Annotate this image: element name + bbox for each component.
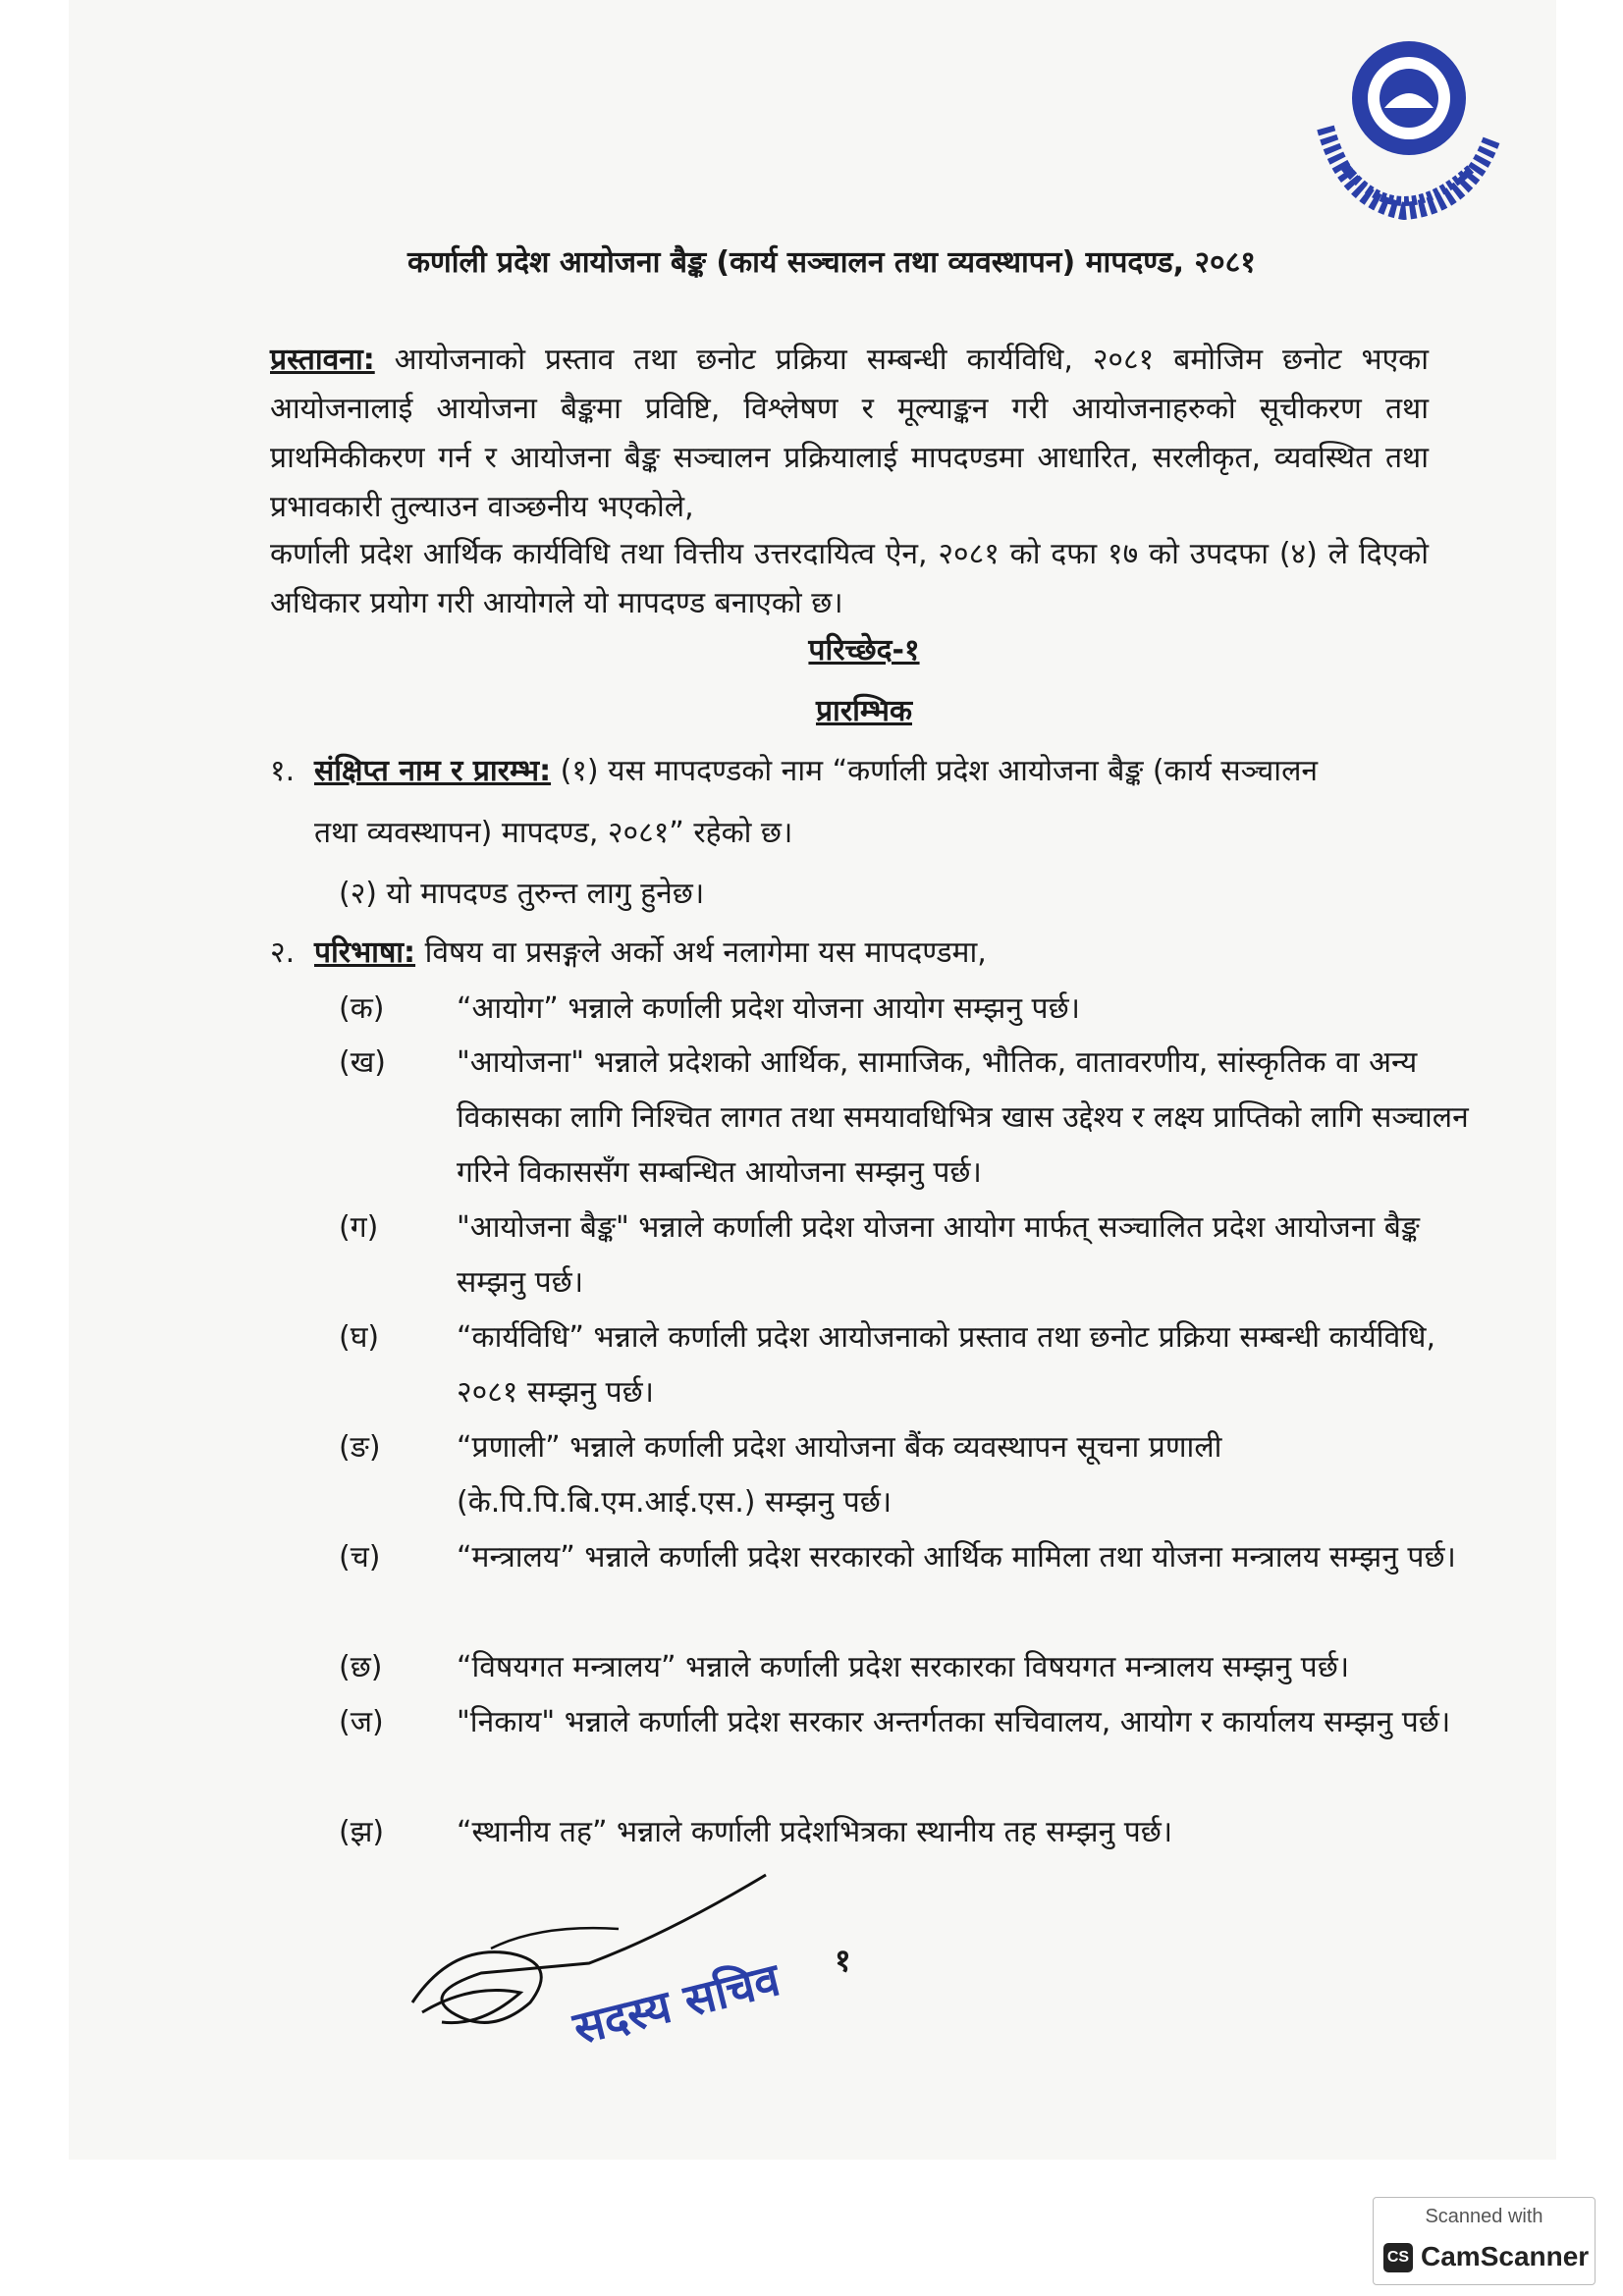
section-1-line-2: तथा व्यवस्थापन) मापदण्ड, २०८१” रहेको छ। (314, 816, 793, 850)
definition-label: (ग) (339, 1210, 379, 1245)
chapter-title: प्रारम्भिक (815, 694, 912, 728)
definition-label: (च) (339, 1540, 381, 1575)
official-seal-icon (1286, 20, 1512, 245)
section-1-line-1 (270, 741, 1429, 802)
definition-kha (339, 1036, 1488, 1201)
preamble-label: प्रस्तावना: (270, 343, 375, 377)
definition-label: (ज) (339, 1705, 384, 1739)
section-2-heading: परिभाषा: (314, 935, 416, 970)
definition-text: "आयोजना बैङ्क" भन्नाले कर्णाली प्रदेश योजना आयोग मार्फत् सञ्चालित प्रदेश आयोजना बैङ्क सम्झनु पर्छ। (457, 1210, 1420, 1300)
scanned-with-caption: Scanned with (1425, 2206, 1543, 2227)
member-secretary-stamp: सदस्य सचिव (568, 1952, 785, 2056)
definition-ga (339, 1201, 1488, 1310)
definition-text: “स्थानीय तह” भन्नाले कर्णाली प्रदेशभित्रका स्थानीय तह सम्झनु पर्छ। (457, 1815, 1173, 1849)
definition-text: “मन्त्रालय” भन्नाले कर्णाली प्रदेश सरकारको आर्थिक मामिला तथा योजना मन्त्रालय सम्झनु पर्छ। (457, 1540, 1456, 1575)
section-1-number: १. (270, 754, 296, 788)
definition-label: (क) (339, 991, 385, 1026)
definition-text: “कार्यविधि” भन्नाले कर्णाली प्रदेश आयोजनाको प्रस्ताव तथा छनोट प्रक्रिया सम्बन्धी कार्यविधि, २०८१ सम्झनु पर्छ। (457, 1320, 1436, 1410)
section-2-intro: विषय वा प्रसङ्गले अर्को अर्थ नलागेमा यस मापदण्डमा, (415, 935, 987, 970)
chapter-number: परिच्छेद-१ (808, 633, 920, 667)
section-1-text-1: (१) यस मापदण्डको नाम “कर्णाली प्रदेश आयोजना बैङ्क (कार्य सञ्चालन (551, 754, 1319, 788)
definition-text: "निकाय" भन्नाले कर्णाली प्रदेश सरकार अन्तर्गतका सचिवालय, आयोग र कार्यालय सम्झनु पर्छ। (457, 1705, 1451, 1739)
definition-jha (339, 1805, 1488, 1860)
definition-ja (339, 1695, 1488, 1750)
definition-gha (339, 1310, 1488, 1420)
section-2-line (270, 923, 1429, 984)
camscanner-logo-icon: CS (1383, 2243, 1413, 2272)
definition-label: (ख) (339, 1045, 386, 1080)
page-number: १ (835, 1942, 851, 1979)
definition-text: “प्रणाली” भन्नाले कर्णाली प्रदेश आयोजना बैंक व्यवस्थापन सूचना प्रणाली (के.पि.पि.बि.एम.आई.एस.) सम्झनु पर्छ। (457, 1430, 1222, 1520)
definition-text: "आयोजना" भन्नाले प्रदेशको आर्थिक, सामाजिक, भौतिक, वातावरणीय, सांस्कृतिक वा अन्य विकासका लागि निश्चित लागत तथा समयावधिभित्र खास उद्देश्य र लक्ष्य प्राप्तिको लागि सञ्चालन गरिने विकाससँग सम्बन्धित आयोजना सम्झनु पर्छ। (457, 1045, 1469, 1190)
definition-label: (घ) (339, 1320, 380, 1355)
section-1-heading: संक्षिप्त नाम र प्रारम्भ: (314, 754, 552, 788)
section-1-subsection-2: (२) यो मापदण्ड तुरुन्त लागु हुनेछ। (339, 877, 705, 911)
section-2-number: २. (270, 935, 296, 970)
definition-label: (ङ) (339, 1430, 381, 1465)
preamble-text: आयोजनाको प्रस्ताव तथा छनोट प्रक्रिया सम्बन्धी कार्यविधि, २०८१ बमोजिम छनोट भएका आयोजनालाई आयोजना बैङ्कमा प्रविष्टि, विश्लेषण र मूल्याङ्कन गरी आयोजनाहरुको सूचीकरण तथा प्राथमिकीकरण गर्न र आयोजना बैङ्क सञ्चालन प्रक्रियालाई मापदण्डमा आधारित, सरलीकृत, व्यवस्थित तथा प्रभावकारी तुल्याउन वाञ्छनीय भएकोले, (270, 343, 1429, 524)
definition-label: (छ) (339, 1650, 383, 1684)
authority-paragraph: कर्णाली प्रदेश आर्थिक कार्यविधि तथा वित्तीय उत्तरदायित्व ऐन, २०८१ को दफा १७ को उपदफा (४) ले दिएको अधिकार प्रयोग गरी आयोगले यो मापदण्ड बनाएको छ। (270, 537, 1429, 620)
preamble-paragraph (270, 336, 1429, 532)
definition-chha (339, 1640, 1488, 1695)
definition-cha (339, 1530, 1488, 1585)
definition-nga (339, 1420, 1488, 1530)
definition-text: “आयोग” भन्नाले कर्णाली प्रदेश योजना आयोग सम्झनु पर्छ। (457, 991, 1080, 1026)
document-title: कर्णाली प्रदेश आयोजना बैङ्क (कार्य सञ्चालन तथा व्यवस्थापन) मापदण्ड, २०८१ (407, 245, 1256, 280)
camscanner-name: CamScanner (1421, 2241, 1590, 2271)
camscanner-watermark (1373, 2197, 1596, 2285)
definition-ka (339, 982, 1488, 1037)
definition-label: (झ) (339, 1815, 385, 1849)
definition-text: “विषयगत मन्त्रालय” भन्नाले कर्णाली प्रदेश सरकारका विषयगत मन्त्रालय सम्झनु पर्छ। (457, 1650, 1350, 1684)
